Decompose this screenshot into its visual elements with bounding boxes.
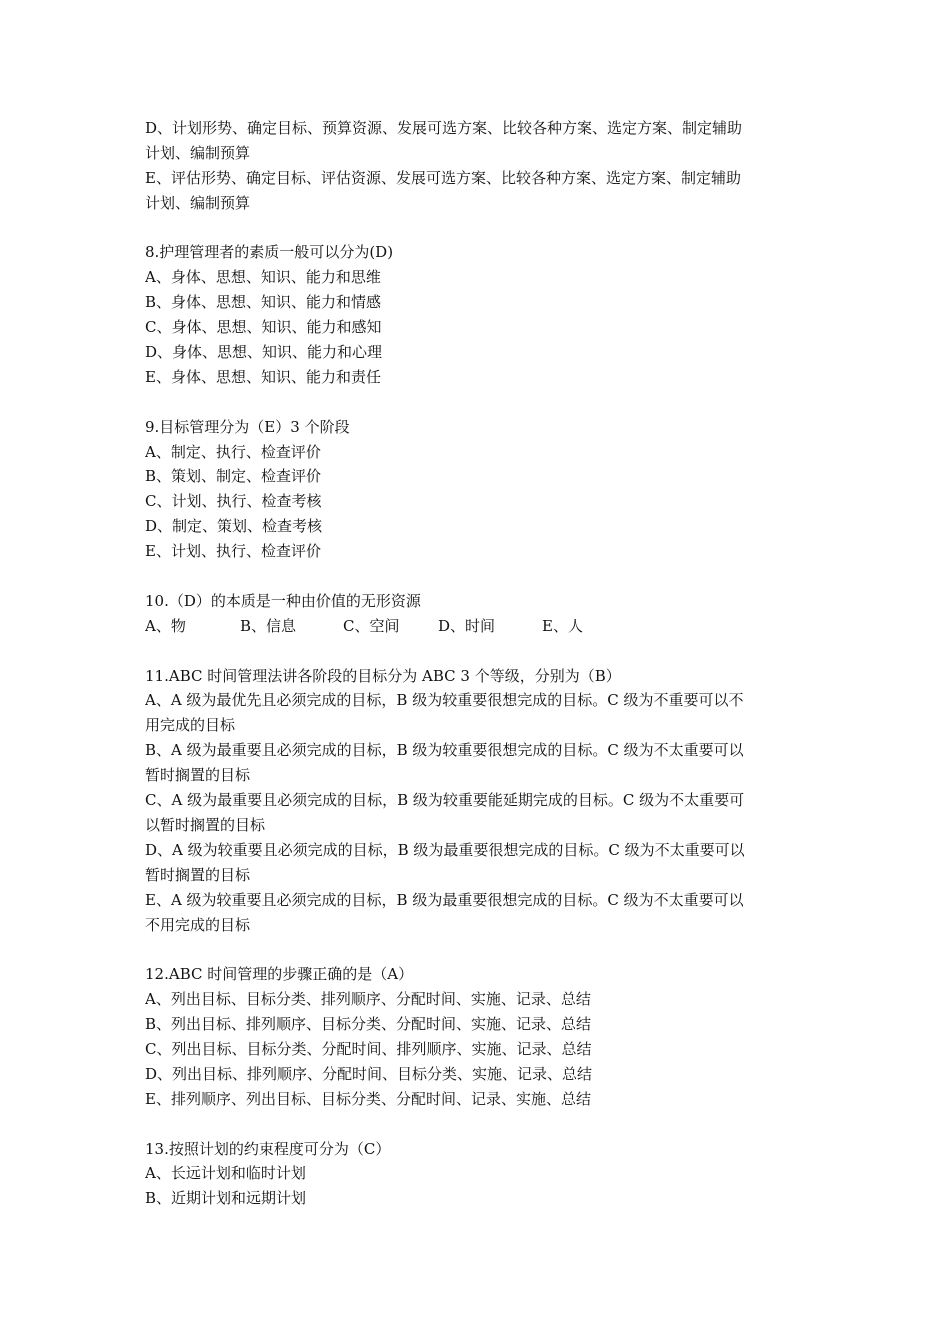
question-10 bbox=[145, 589, 810, 639]
option-a: A、列出目标、目标分类、排列顺序、分配时间、实施、记录、总结 bbox=[145, 990, 591, 1009]
question-7-options-tail bbox=[145, 116, 810, 216]
option-a: A、身体、思想、知识、能力和思维 bbox=[145, 268, 381, 287]
option-e-line-1: E、A 级为较重要且必须完成的目标，B 级为最重要很想完成的目标。C 级为不太重要可以 bbox=[145, 890, 744, 909]
question-8 bbox=[145, 240, 810, 389]
option-e: E、计划、执行、检查评价 bbox=[145, 542, 321, 561]
option-d: D、身体、思想、知识、能力和心理 bbox=[145, 343, 383, 362]
option-d-line-1: D、计划形势、确定目标、预算资源、发展可选方案、比较各种方案、选定方案、制定辅助 bbox=[145, 119, 743, 137]
option-c: C、计划、执行、检查考核 bbox=[145, 492, 322, 511]
paragraph-gap bbox=[145, 216, 810, 241]
option-a: A、长远计划和临时计划 bbox=[145, 1164, 306, 1183]
option-c-line-2: 以暂时搁置的目标 bbox=[145, 815, 266, 834]
option-c: C、身体、思想、知识、能力和感知 bbox=[145, 318, 382, 337]
paragraph-gap bbox=[145, 639, 810, 664]
question-stem: 12.ABC 时间管理的步骤正确的是（A） bbox=[145, 965, 414, 984]
option-c: C、空间 bbox=[343, 616, 400, 635]
option-b: B、列出目标、排列顺序、目标分类、分配时间、实施、记录、总结 bbox=[145, 1015, 592, 1034]
paragraph-gap bbox=[145, 390, 810, 415]
option-b: B、近期计划和远期计划 bbox=[145, 1189, 307, 1208]
document-page bbox=[145, 116, 810, 1211]
option-e: E、排列顺序、列出目标、目标分类、分配时间、记录、实施、总结 bbox=[145, 1089, 591, 1108]
option-a-line-1: A、A 级为最优先且必须完成的目标，B 级为较重要很想完成的目标。C 级为不重要可以不 bbox=[145, 691, 744, 710]
option-d-line-2: 计划、编制预算 bbox=[145, 143, 251, 162]
option-b: B、信息 bbox=[240, 616, 297, 635]
option-a: A、制定、执行、检查评价 bbox=[145, 442, 321, 461]
paragraph-gap bbox=[145, 564, 810, 589]
paragraph-gap bbox=[145, 937, 810, 962]
question-stem: 13.按照计划的约束程度可分为（C） bbox=[145, 1139, 391, 1158]
option-b: B、身体、思想、知识、能力和情感 bbox=[145, 293, 382, 312]
option-b-line-2: 暂时搁置的目标 bbox=[145, 766, 251, 785]
question-stem: 10.（D）的本质是一种由价值的无形资源 bbox=[145, 591, 421, 610]
options-row bbox=[145, 614, 810, 639]
option-c: C、列出目标、目标分类、分配时间、排列顺序、实施、记录、总结 bbox=[145, 1039, 592, 1058]
question-13 bbox=[145, 1137, 810, 1212]
option-e-line-2: 计划、编制预算 bbox=[145, 193, 251, 212]
option-d-line-1: D、A 级为较重要且必须完成的目标，B 级为最重要很想完成的目标。C 级为不太重要可以 bbox=[145, 840, 745, 859]
option-e: E、人 bbox=[542, 616, 583, 635]
paragraph-gap bbox=[145, 1112, 810, 1137]
option-d: D、时间 bbox=[438, 616, 496, 635]
option-d: D、列出目标、排列顺序、分配时间、目标分类、实施、记录、总结 bbox=[145, 1064, 593, 1083]
option-d: D、制定、策划、检查考核 bbox=[145, 517, 323, 536]
option-d-line-2: 暂时搁置的目标 bbox=[145, 865, 251, 884]
option-b-line-1: B、A 级为最重要且必须完成的目标，B 级为较重要很想完成的目标。C 级为不太重要可以 bbox=[145, 741, 744, 760]
question-9 bbox=[145, 415, 810, 564]
option-b: B、策划、制定、检查评价 bbox=[145, 467, 322, 486]
option-e: E、身体、思想、知识、能力和责任 bbox=[145, 367, 381, 386]
option-a-line-2: 用完成的目标 bbox=[145, 716, 236, 735]
option-c-line-1: C、A 级为最重要且必须完成的目标，B 级为较重要能延期完成的目标。C 级为不太重要可 bbox=[145, 791, 745, 810]
question-stem: 8.护理管理者的素质一般可以分为(D) bbox=[145, 243, 394, 262]
question-stem: 9.目标管理分为（E）3 个阶段 bbox=[145, 417, 350, 436]
option-e-line-1: E、评估形势、确定目标、评估资源、发展可选方案、比较各种方案、选定方案、制定辅助 bbox=[145, 168, 741, 187]
question-11 bbox=[145, 664, 810, 938]
question-12 bbox=[145, 962, 810, 1111]
option-e-line-2: 不用完成的目标 bbox=[145, 915, 251, 934]
option-a: A、物 bbox=[145, 616, 186, 635]
question-stem: 11.ABC 时间管理法讲各阶段的目标分为 ABC 3 个等级，分别为（B） bbox=[145, 666, 621, 685]
